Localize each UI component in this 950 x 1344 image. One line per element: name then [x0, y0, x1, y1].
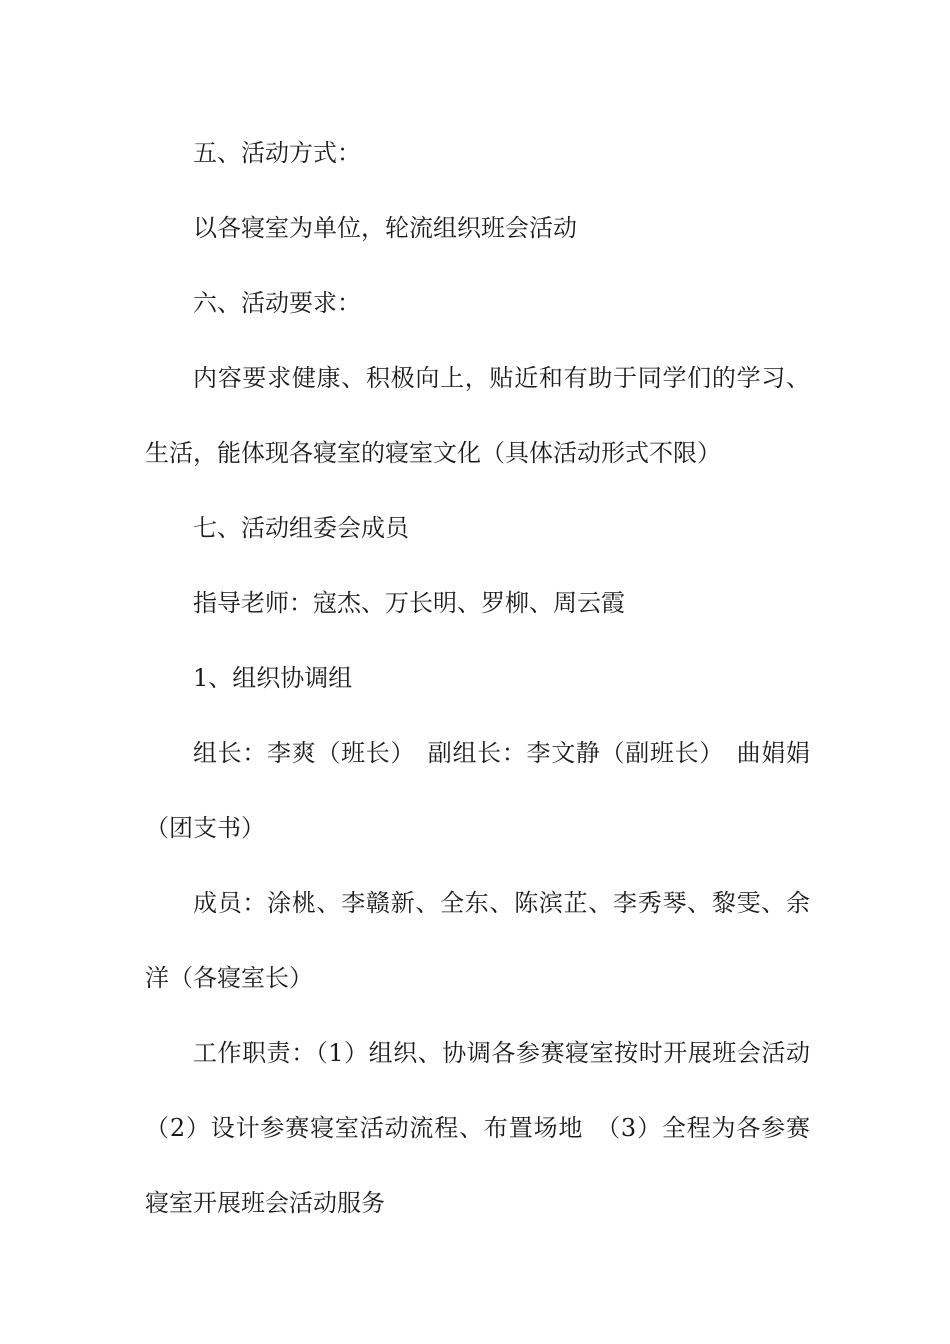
section-heading-5: 五、活动方式：: [193, 139, 361, 167]
section-heading-7: 七、活动组委会成员: [193, 514, 409, 542]
work-duties-text: 工作职责：（1）组织、协调各参赛寝室按时开展班会活动（2）设计参赛寝室活动流程、布置场地 （3）全程为各参赛寝室开展班会活动服务: [145, 1039, 810, 1217]
group-members-text: 成员：涂桃、李赣新、全东、陈滨芷、李秀琴、黎雯、余洋（各寝室长）: [145, 889, 810, 992]
activity-requirements-text: 内容要求健康、积极向上，贴近和有助于同学们的学习、生活，能体现各寝室的寝室文化（具体活动形式不限）: [145, 364, 810, 467]
advisors-text: 指导老师：寇杰、万长明、罗柳、周云霞: [193, 589, 625, 617]
group-heading-1: 1、组织协调组: [193, 664, 353, 692]
group-leaders-text: 组长：李爽（班长） 副组长：李文静（副班长） 曲娟娟（团支书）: [145, 739, 810, 842]
activity-method-text: 以各寝室为单位，轮流组织班会活动: [193, 214, 577, 242]
section-heading-6: 六、活动要求：: [193, 289, 361, 317]
